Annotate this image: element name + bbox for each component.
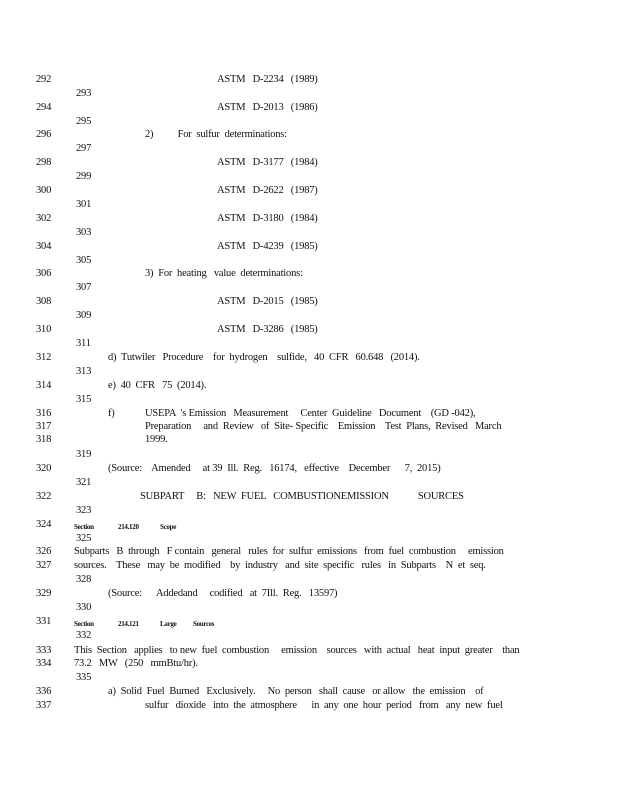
list-item: USEPA 's Emission Measurement Center Guideline Document (GD -042), [145, 408, 476, 419]
section-title: Sources [193, 620, 215, 628]
line-number: 293 [76, 88, 92, 99]
line-number: 329 [36, 588, 52, 599]
line-number: 310 [36, 324, 52, 335]
line-number: 294 [36, 102, 52, 113]
line-number: 332 [76, 630, 92, 641]
line-number: 318 [36, 434, 52, 445]
source-note: (Source: Addedand codified at 7Ill. Reg. 13597) [108, 588, 338, 599]
paragraph-line: 73.2 MW (250 mmBtu/hr). [74, 658, 198, 669]
astm-reference: ASTM D-2234 (1989) [217, 74, 318, 85]
astm-reference: ASTM D-4239 (1985) [217, 241, 318, 252]
paragraph-line: a) Solid Fuel Burned Exclusively. No person shall cause or allow the emission of [108, 686, 484, 697]
line-number: 304 [36, 241, 52, 252]
subpart-heading: SUBPART B: NEW FUEL COMBUSTIONEMISSION SOURCES [140, 491, 464, 502]
section-label: Section [74, 620, 94, 628]
line-number: 335 [76, 672, 92, 683]
line-number: 296 [36, 129, 52, 140]
astm-reference: ASTM D-2622 (1987) [217, 185, 318, 196]
line-number: 312 [36, 352, 52, 363]
line-number: 298 [36, 157, 52, 168]
line-number: 302 [36, 213, 52, 224]
section-number: 214.120 [118, 523, 139, 531]
section-title: Scope [160, 523, 177, 531]
line-number: 337 [36, 700, 52, 711]
line-number: 325 [76, 533, 92, 544]
line-number: 307 [76, 282, 92, 293]
line-number: 328 [76, 574, 92, 585]
list-item: e) 40 CFR 75 (2014). [108, 380, 207, 391]
list-item: 1999. [145, 434, 168, 445]
source-note: (Source: Amended at 39 Ill. Reg. 16174, effective December 7, 2015) [108, 463, 441, 474]
line-number: 297 [76, 143, 92, 154]
section-title: Large [160, 620, 177, 628]
line-number: 334 [36, 658, 52, 669]
line-number: 317 [36, 421, 52, 432]
line-number: 322 [36, 491, 52, 502]
line-number: 301 [76, 199, 92, 210]
line-number: 313 [76, 366, 92, 377]
list-item: d) Tutwiler Procedure for hydrogen sulfide, 40 CFR 60.648 (2014). [108, 352, 420, 363]
astm-reference: ASTM D-3177 (1984) [217, 157, 318, 168]
paragraph-line: sulfur dioxide into the atmosphere in any one hour period from any new fuel [145, 700, 503, 711]
line-number: 308 [36, 296, 52, 307]
line-number: 311 [76, 338, 91, 349]
line-number: 300 [36, 185, 52, 196]
list-heading: 2) For sulfur determinations: [145, 129, 287, 140]
line-number: 324 [36, 519, 52, 530]
line-number: 321 [76, 477, 92, 488]
astm-reference: ASTM D-2015 (1985) [217, 296, 318, 307]
section-label: Section [74, 523, 94, 531]
astm-reference: ASTM D-3286 (1985) [217, 324, 318, 335]
line-number: 320 [36, 463, 52, 474]
line-number: 292 [36, 74, 52, 85]
line-number: 331 [36, 616, 52, 627]
astm-reference: ASTM D-2013 (1986) [217, 102, 318, 113]
line-number: 314 [36, 380, 52, 391]
line-number: 299 [76, 171, 92, 182]
line-number: 336 [36, 686, 52, 697]
line-number: 319 [76, 449, 92, 460]
line-number: 323 [76, 505, 92, 516]
line-number: 326 [36, 546, 52, 557]
paragraph-line: This Section applies to new fuel combustion emission sources with actual heat input greater than [74, 645, 520, 656]
line-number: 315 [76, 394, 92, 405]
line-number: 306 [36, 268, 52, 279]
line-number: 305 [76, 255, 92, 266]
line-number: 330 [76, 602, 92, 613]
line-number: 333 [36, 645, 52, 656]
paragraph-line: sources. These may be modified by industry and site specific rules in Subparts N et seq. [74, 560, 486, 571]
line-number: 316 [36, 408, 52, 419]
paragraph-line: Subparts B through F contain general rules for sulfur emissions from fuel combustion emission [74, 546, 504, 557]
line-number: 303 [76, 227, 92, 238]
line-number: 327 [36, 560, 52, 571]
line-number: 309 [76, 310, 92, 321]
list-item: Preparation and Review of Site- Specific Emission Test Plans, Revised March [145, 421, 502, 432]
list-item-marker: f) [108, 408, 115, 419]
section-number: 214.121 [118, 620, 139, 628]
line-number: 295 [76, 116, 92, 127]
astm-reference: ASTM D-3180 (1984) [217, 213, 318, 224]
list-heading: 3) For heating value determinations: [145, 268, 303, 279]
